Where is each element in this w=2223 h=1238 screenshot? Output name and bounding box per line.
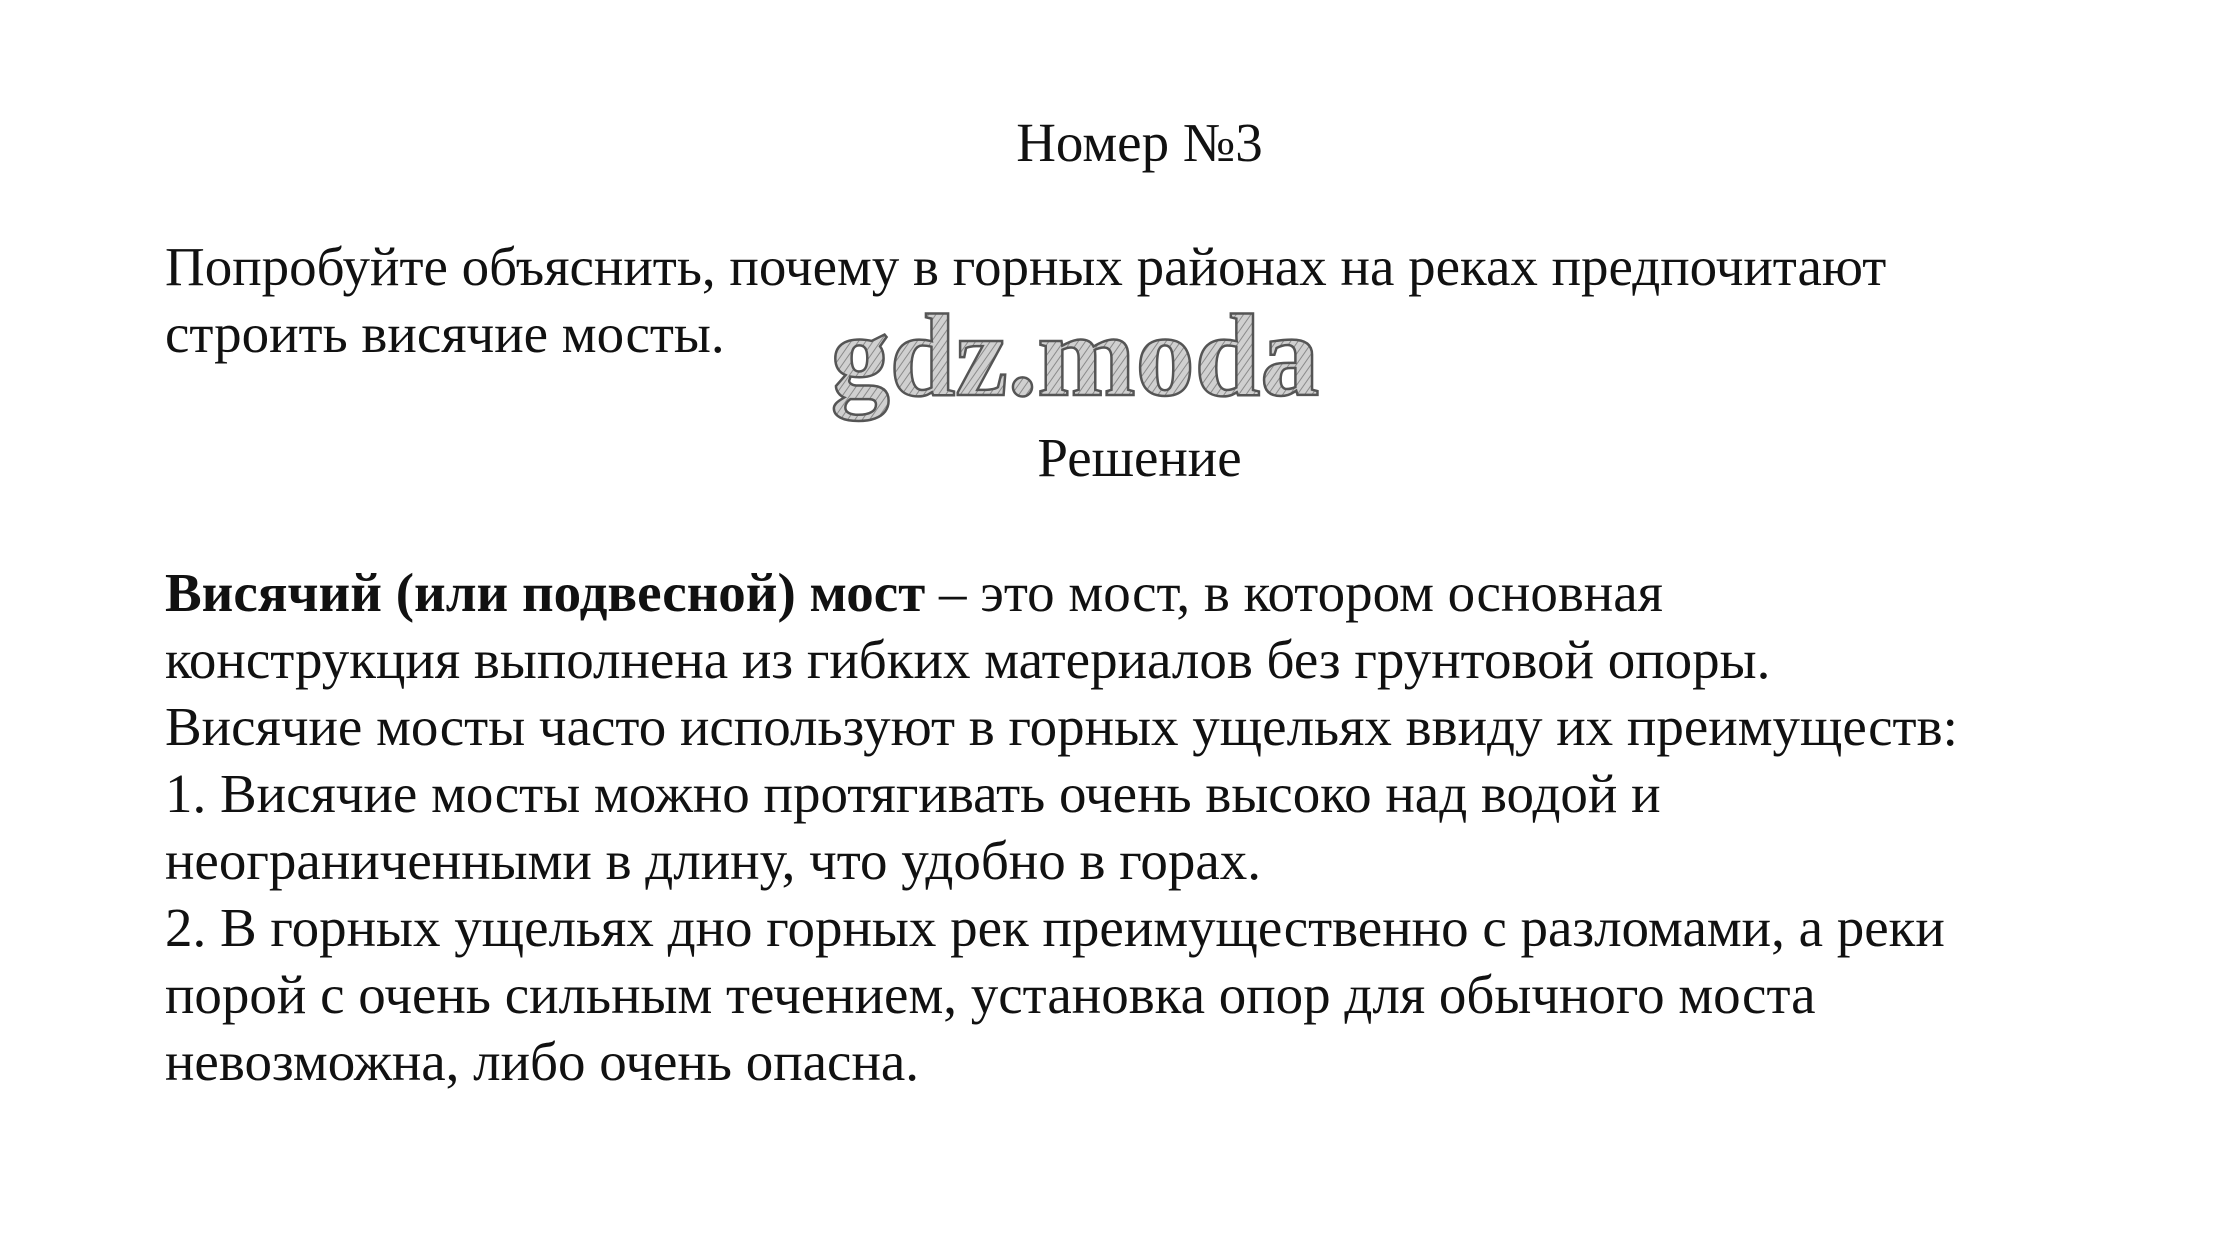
answer-definition-line	[165, 559, 2215, 626]
definition-rest: – это мост, в котором основная	[925, 562, 1663, 623]
answer-line-7: невозможна, либо очень опасна.	[165, 1031, 920, 1092]
solution-title: Решение	[1037, 427, 1242, 488]
watermark-logo	[755, 300, 1395, 430]
answer-line-4: неограниченными в длину, что удобно в горах.	[165, 830, 1262, 891]
definition-term: Висячий (или подвесной) мост	[165, 562, 926, 623]
answer-line-6: порой с очень сильным течением, установка опор для обычного моста	[165, 964, 1816, 1025]
page-title: Номер №3	[1016, 112, 1263, 173]
question-line-2: строить висячие мосты.	[165, 303, 725, 364]
answer-line-5: 2. В горных ущельях дно горных рек преимущественно с разломами, а реки	[165, 897, 1945, 958]
question-line-1: Попробуйте объяснить, почему в горных районах на реках предпочитают	[165, 236, 1887, 297]
watermark-text: gdz.moda	[830, 300, 1320, 421]
answer-line-1: конструкция выполнена из гибких материалов без грунтовой опоры.	[165, 629, 1771, 690]
answer-line-2: Висячие мосты часто используют в горных ущельях ввиду их преимуществ:	[165, 696, 1958, 757]
answer-line-3: 1. Висячие мосты можно протягивать очень высоко над водой и	[165, 763, 1661, 824]
answer-text	[165, 559, 2215, 1095]
